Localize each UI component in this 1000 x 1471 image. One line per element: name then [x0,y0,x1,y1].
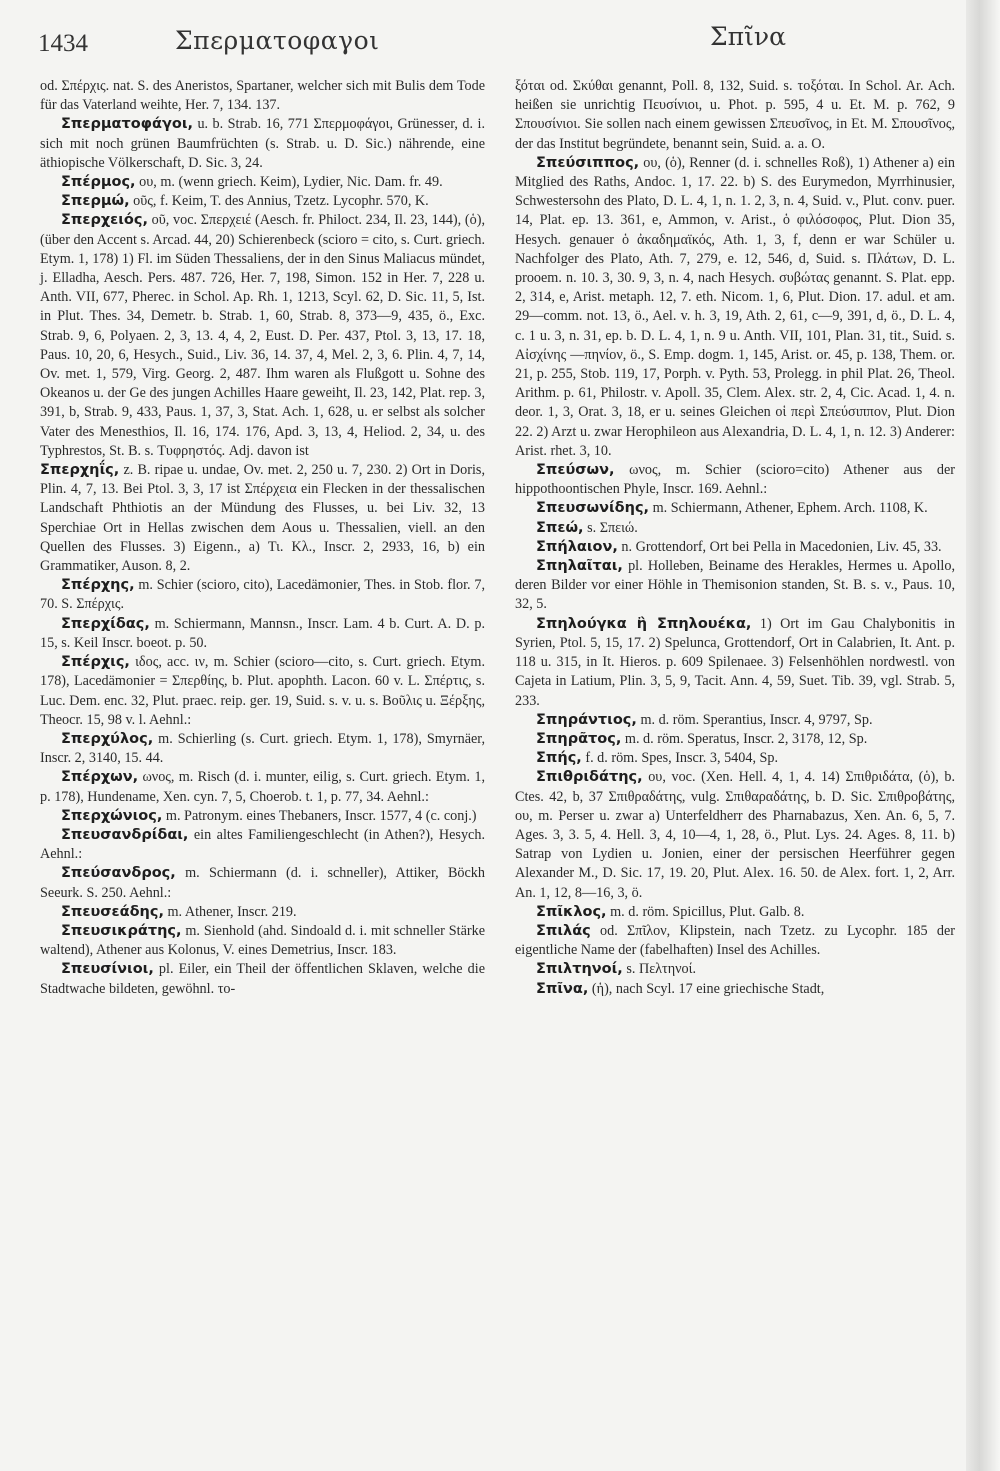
dictionary-entry [515,461,955,499]
dictionary-entry [515,960,955,979]
dictionary-entry [40,653,485,730]
right-running-head: Σπῖνα [710,22,786,51]
entry-lemma: Σπερχύλος, [61,730,154,747]
dictionary-entry [515,154,955,461]
entry-text: ου, m. (wenn griech. Keim), Lydier, Nic. Dam. fr. 49. [135,174,443,191]
entry-text: m. Sienhold (ahd. Sindoald d. i. mit schneller Stärke waltend), Athener aus Kolonus, V. eines Demetrius, Inscr. 183. [40,922,485,959]
page-number: 1434 [38,30,88,57]
entry-lemma: Σπιλτηνοί, [536,961,623,978]
entry-text: m. Schierling (s. Curt. griech. Etym. 1, 178), Smyrnäer, Inscr. 2, 3140, 15. 44. [40,730,485,767]
dictionary-entry [515,538,955,557]
page-edge-shadow [966,0,1000,1471]
entry-lemma: Σπῖκλος, [536,903,607,920]
entry-text: οῦς, f. Keim, T. des Annius, Tzetz. Lycophr. 570, K. [129,193,429,210]
dictionary-entry [515,980,955,999]
entry-text: s. Σπειώ. [583,519,638,536]
entry-lemma: Σπηλούγκα ἢ Σπηλουέκα, [536,615,752,632]
entry-lemma: Σπηλαῖται, [536,558,623,575]
right-column [515,77,955,999]
dictionary-entry [40,173,485,192]
entry-text: m. Schier (scioro, cito), Lacedämonier, Thes. in Stob. flor. 7, 70. S. Σπέρχις. [40,577,485,613]
entry-lemma: Σπεύσανδρος, [61,865,176,882]
entry-text: m. Schiermann, Mannsn., Inscr. Lam. 4 b. Curt. A. D. p. 15, s. Keil Inscr. boeot. p. 50. [40,615,485,651]
dictionary-entry [515,922,955,960]
dictionary-entry [40,77,485,115]
dictionary-entry [515,749,955,768]
entry-lemma: Σπερχώνιος, [61,807,163,824]
entry-text: pl. Eiler, ein Theil der öffentlichen Sklaven, welche die Stadtwache bildeten, gewöhnl. το- [40,961,485,997]
entry-lemma: Σπεύσων, [536,462,615,479]
entry-lemma: Σπερματοφάγοι, [61,116,193,133]
dictionary-entry [40,730,485,768]
entry-text: ιδος, acc. ιν, m. Schier (scioro—cito, s. Curt. griech. Etym. 178), Lacedämonier = Σπερθίης, b. Plut. apophth. Lacon. 60 v. L. Σπέρτις, s. Luc. Dem. enc. 32, Plut. praec. reip. ger. 19, Suid. s. v. u. s. Βοῦλις u. Ξέρξης, Theocr. 15, 98 v. l. Aehnl.: [40,654,485,728]
entry-text: m. d. röm. Sperantius, Inscr. 4, 9797, Sp. [636,711,873,728]
dictionary-entry [515,77,955,154]
dictionary-entry [40,960,485,998]
entry-lemma: Σπευσανδρίδαι, [61,826,189,843]
entry-text: m. Athener, Inscr. 219. [163,903,297,920]
entry-text: n. Grottendorf, Ort bei Pella in Macedonien, Liv. 45, 33. [617,538,942,555]
entry-text: s. Πελτηνοί. [622,961,697,978]
entry-text: ωνος, m. Schier (scioro=cito) Athener aus der hippothoontischen Phyle, Inscr. 169. Aehnl.: [515,462,955,498]
entry-text: z. B. ripae u. undae, Ov. met. 2, 250 u. 7, 230. 2) Ort in Doris, Plin. 4, 7, 13. Bei Ptol. 3, 3, 17 ist Σπέρχεια ein Flecken in der thessalischen Landschaft Phthiotis an der Mündung des Flusses, u. bei Liv. 32, 13 Sperchiae Ort in Hellas zwischen dem Aous u. Thessalien, viell. an den Quellen des Flusses. 3) Eigenn., a) Τι. Κλ., Inscr. 2, 2933, 16, b) ein Grammatiker, Auson. 8, 2. [40,462,485,575]
entry-text: m. Schiermann, Athener, Ephem. Arch. 1108, K. [649,500,928,517]
entry-lemma: Σπέρχης, [61,577,135,594]
dictionary-entry [515,730,955,749]
entry-lemma: Σπηρᾶτος, [536,730,622,747]
dictionary-entry [515,557,955,615]
dictionary-entry [40,576,485,614]
entry-text: (ἡ), nach Scyl. 17 eine griechische Stadt, [588,980,825,997]
entry-lemma: Σπέρμος, [61,174,136,191]
page-header [38,22,958,62]
dictionary-entry [40,922,485,960]
entry-text: 1) Ort im Gau Chalybonitis in Syrien, Ptol. 5, 15, 17. 2) Spelunca, Grottendorf, Ort in Calabrien, It. Ant. p. 118 u. 315, in It. Hieros. p. 609 Spilenaee. 3) Felsenhöhlen nordwestl. von Cajeta in Latium, Plin. 3, 5, 9, Tacit. Ann. 4, 59, Suet. Tib. 39, vgl. Strab. 5, 233. [515,615,955,709]
entry-lemma: Σπευσικράτης, [61,922,182,939]
dictionary-entry [515,711,955,730]
dictionary-entry [40,903,485,922]
dictionary-entry [40,807,485,826]
entry-text: f. d. röm. Spes, Inscr. 3, 5404, Sp. [581,750,779,767]
entry-lemma: Σπερμώ, [61,193,130,210]
entry-text: od. Σπῖλον, Klipstein, nach Tzetz. zu Lycophr. 185 der eigentliche Name der (fabelhaften) Insel des Achilles. [515,922,955,959]
entry-lemma: Σπιλάς [536,922,591,939]
entry-lemma: Σπῖνα, [536,980,589,997]
entry-text: m. Schiermann (d. i. schneller), Attiker, Böckh Seeurk. S. 250. Aehnl.: [40,865,485,901]
dictionary-entry [515,615,955,711]
entry-text: u. b. Strab. 16, 771 Σπερμοφάγοι, Grünesser, d. i. sich mit noch grünen Baumfrüchten (s. Strab. u. D. Sic.) nährende, eine äthiopische Völkerschaft, D. Sic. 3, 24. [40,116,485,171]
entry-text: ξόται od. Σκύθαι genannt, Poll. 8, 132, Suid. s. τοξόται. In Schol. Ar. Ach. heißen sie unrichtig Πευσίνιοι, u. Phot. p. 595, 4 u. Et. M. p. 762, 9 Σπουσίνιοι. Sie sollen nach einem gewissen Σπευσῖνος, in Et. M. Σπουσῖνος, der das Institut begründete, benannt sein, Suid. a. a. O. [515,78,955,152]
entry-lemma: Σπηράντιος, [536,711,637,728]
entry-lemma: Σπεύσιππος, [536,154,640,171]
entry-lemma: Σπερχίδας, [61,615,150,632]
entry-lemma: Σπερχηΐς, [40,462,120,479]
entry-text: pl. Holleben, Beiname des Herakles, Hermes u. Apollo, deren Bilder vor einer Höhle in Themisonion standen, St. B. s. v., Paus. 10, 32, 5. [515,558,955,613]
entry-lemma: Σπέρχις, [61,654,130,671]
dictionary-entry [40,192,485,211]
dictionary-entry [40,864,485,902]
entry-text: οῦ, voc. Σπερχειέ (Aesch. fr. Philoct. 234, Il. 23, 144), (ὁ), (über den Accent s. Arcad. 44, 20) Schierenbeck (scioro = cito, s. Curt. griech. Etym. 1, 178) 1) Fl. im Süden Thessaliens, der in den Sinus Maliacus mündet, j. Elladha, Aesch. Pers. 487. 726, Her. 7, 198, Simon. 152 in Her. 7, 228 u. Anth. VII, 677, Pherec. in Schol. Ap. Rh. 1, 1213, Scyl. 62, D. Sic. 11, 5, Ist. in Plut. Thes. 34, Demetr. b. Strab. 1, 60, Strab. 8, 373—9, 435, ö., Exc. Strab. 9, 6, Polyaen. 2, 3, 13. 4, 4, 2, Eust. D. Per. 437, Ptol. 3, 13, 17. 18, Paus. 10, 20, 6, Hesych., Suid., Liv. 36, 14. 37, 4, Mel. 2, 3, 6. Plin. 4, 7, 14, Ov. met. 1, 579, Virg. Georg. 2, 487. Ihm waren als Flußgott u. Sohne des Okeanos u. der Ge des jungen Achilles Haare geweiht, Il. 23, 142, Plat. rep. 3, 391, b, Strab. 9, 433, Paus. 1, 37, 3, Stat. Ach. 1, 628, u. er selbst als solcher Vater des Menesthios, Il. 16, 174. 176, Apd. 3, 13, 4, Heliod. 2, 34, u. des Typhrestos, St. B. s. Τυφρηστός. Adj. davon ist [40,212,485,459]
entry-lemma: Σπευσωνίδης, [536,500,650,517]
entry-text: m. Patronym. eines Thebaners, Inscr. 1577, 4 (c. conj.) [162,807,477,824]
dictionary-entry [40,826,485,864]
entry-lemma: Σπευσίνιοι, [61,961,154,978]
dictionary-entry [40,211,485,461]
entry-lemma: Σπευσεάδης, [61,903,164,920]
left-column [40,77,485,999]
entry-text: od. Σπέρχις. nat. S. des Aneristos, Spartaner, welcher sich mit Bulis dem Tode für das Vaterland weihte, Her. 7, 134. 137. [40,78,485,114]
entry-text: ein altes Familiengeschlecht (in Athen?), Hesych. Aehnl.: [40,826,485,863]
entry-text: ου, (ὁ), Renner (d. i. schnelles Roß), 1) Athener a) ein Mitglied des Raths, Andoc. 1, 17. 22. b) S. des Eurymedon, Myrrhinusier, Schwestersohn des Plato, D. L. 4, 1, n. 1. 2, 3, n. 4, Suid. v., Plut. conv. puer. 14, Plat. ep. 13. 361, e, Ammon, v. Arist., ὁ φιλόσοφος, Plut. Dion 35, Hesych. genauer ὁ ἀκαδημαϊκός, Ath. 1, 3, f, denn er war Schüler u. Nachfolger des Plato, Ath. 7, 279, e. 12, 546, d, Suid. s. Πλάτων, D. L. prooem. n. 10. 3, 30. 9, 3, n. 4, nach Hesych. συβώτας genannt. S. Plat. epp. 2, 314, e, Arist. metaph. 12, 7. eth. Nicom. 1, 6, Plut. Dion. 17. adul. et am. 29—comm. not. 13, ö., Ael. v. h. 3, 19, Ath. 2, 61, c—9, 391, d, ö., D. L. 4, c. 1 u. 3, n. 31, ep. b. D. L. 4, 1, n. 9 u. Anth. VII, 101, Plan. 31, tit., Suid. s. Αἰσχίνης —πηνίον, ö., S. Emp. dogm. 1, 145, Arist. or. 45, p. 138, Them. or. 21, p. 255, Stob. 119, 17, Porph. v. Pyth. 53, Prolegg. in phil Plat. 26, Theol. Arithm. p. 61, Philostr. v. Apoll. 35, Clem. Alex. str. 2, 4, Cic. Acad. 1, 4. n. deor. 1, 3, Orat. 3, 18, er u. seines Gleichen οἱ περὶ Σπεύσιππον, Plut. Dion 22. 2) Arzt u. zwar Herophileon aus Alexandria, D. L. 4, 1, n. 12. 3) Anderer: Arist. rhet. 3, 10. [515,154,955,459]
entry-lemma: Σπεώ, [536,519,584,536]
dictionary-entry [40,615,485,653]
dictionary-entry [40,461,485,576]
entry-text: ωνος, m. Risch (d. i. munter, eilig, s. Curt. griech. Etym. 1, p. 178), Hundename, Xen. cyn. 7, 5, Choerob. t. 1, p. 77, 34. Aehnl.: [40,769,485,805]
entry-lemma: Σπερχειός, [61,212,148,229]
entry-text: ου, voc. (Xen. Hell. 4, 1, 4. 14) Σπιθριδάτα, (ὁ), b. Ctes. 42, b, 37 Σπιθραδάτης, vulg. Σπιθαραδάτης, b. D. Sic. Σπιθροβάτης, ου, m. Perser u. zwar a) Unterfeldherr des Pharnabazus, Xen. An. 6, 5, 7. Ages. 3, 3. 5, 4. Hell. 3, 4, 10—4, 1, 28, ö., Plut. Lys. 24. Ages. 8, 11. b) Satrap von Lydien u. Jonien, einer der persischen Heerführer gegen Alexander M., D. Sic. 17, 19. 20, Plut. Alex. 16. 50. de Alex. fort. 1, 2, Arr. An. 1, 12, 8—16, 3, ö. [515,769,955,901]
entry-lemma: Σπέρχων, [61,769,139,786]
entry-text: m. d. röm. Spicillus, Plut. Galb. 8. [606,903,805,920]
dictionary-entry [515,768,955,902]
entry-lemma: Σπής, [536,750,582,767]
entry-text: m. d. röm. Speratus, Inscr. 2, 3178, 12, Sp. [621,730,868,747]
dictionary-entry [40,115,485,173]
dictionary-entry [515,519,955,538]
dictionary-entry [40,768,485,806]
entry-lemma: Σπήλαιον, [536,538,618,555]
dictionary-entry [515,499,955,518]
left-running-head: Σπερματοφαγοι [175,26,380,55]
entry-lemma: Σπιθριδάτης, [536,769,643,786]
dictionary-entry [515,903,955,922]
